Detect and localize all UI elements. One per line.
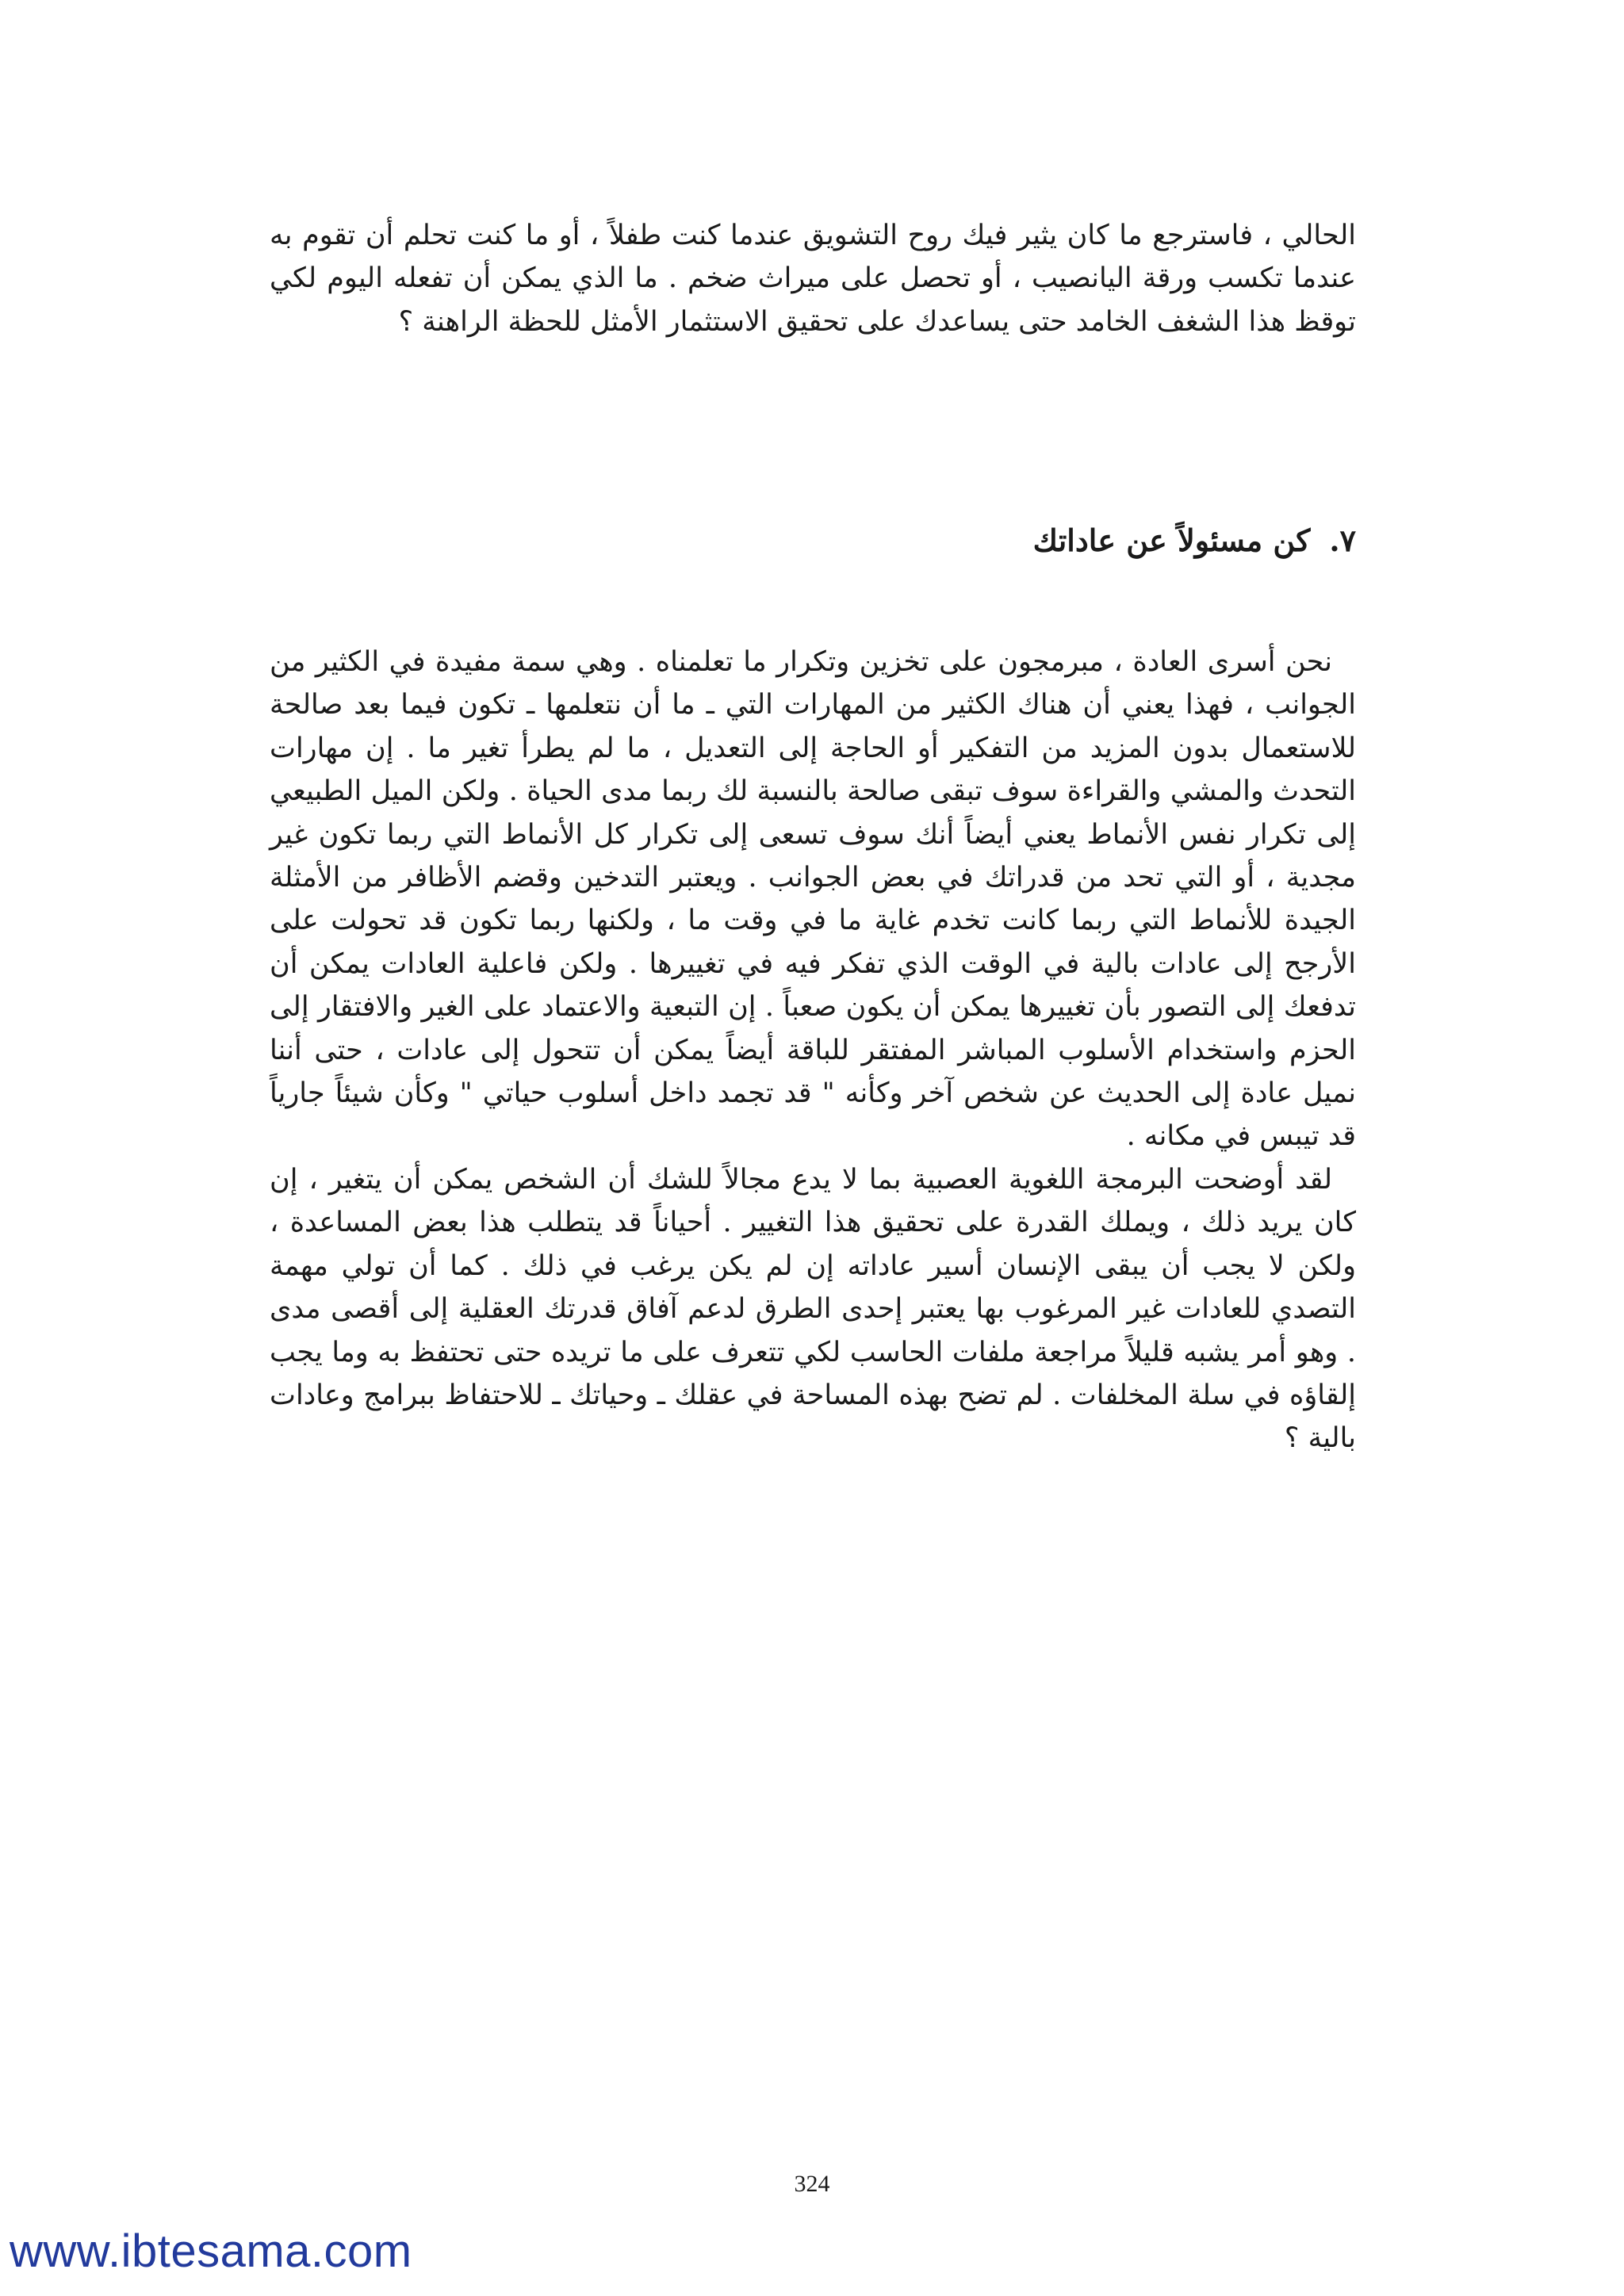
section-heading bbox=[270, 517, 1356, 564]
section-number: ٧. bbox=[1329, 522, 1356, 558]
intro-paragraph-text: الحالي ، فاسترجع ما كان يثير فيك روح التشويق عندما كنت طفلاً ، أو ما كنت تحلم أن تقوم به عندما تكسب ورقة اليانصيب ، أو تحصل على ميراث ضخم . ما الذي يمكن أن تفعله اليوم لكي توقظ هذا الشغف الخامد حتى يساعدك على تحقيق الاستثمار الأمثل للحظة الراهنة ؟ bbox=[270, 220, 1356, 338]
watermark-link[interactable]: www.ibtesama.com bbox=[10, 2225, 412, 2277]
page-number: 324 bbox=[794, 2171, 830, 2197]
body-paragraph-1: نحن أسرى العادة ، مبرمجون على تخزين وتكرار ما تعلمناه . وهي سمة مفيدة في الكثير من الجوانب ، فهذا يعني أن هناك الكثير من المهارات التي ـ ما أن نتعلمها ـ تكون فيما بعد صالحة للاستعمال بدون المزيد من التفكير أو الحاجة إلى التعديل ، ما لم يطرأ تغير ما . إن مهارات التحدث والمشي والقراءة سوف تبقى صالحة بالنسبة لك ربما مدى الحياة . ولكن الميل الطبيعي إلى تكرار نفس الأنماط يعني أيضاً أنك سوف تسعى إلى تكرار كل الأنماط التي ربما تكون غير مجدية ، أو التي تحد من قدراتك في بعض الجوانب . ويعتبر التدخين وقضم الأظافر من الأمثلة الجيدة للأنماط التي ربما كانت تخدم غاية ما في وقت ما ، ولكنها ربما تكون قد تحولت على الأرجح إلى عادات بالية في الوقت الذي تفكر فيه في تغييرها . ولكن فاعلية العادات يمكن أن تدفعك إلى التصور بأن تغييرها يمكن أن يكون صعباً . إن التبعية والاعتماد على الغير والافتقار إلى الحزم واستخدام الأسلوب المباشر المفتقر للباقة أيضاً يمكن أن تتحول إلى عادات ، حتى أننا نميل عادة إلى الحديث عن شخص آخر وكأنه " قد تجمد داخل أسلوب حياتي " وكأن شيئاً جارياً قد تيبس في مكانه . bbox=[270, 646, 1356, 1153]
body-text bbox=[270, 641, 1356, 1460]
intro-paragraph bbox=[270, 214, 1356, 343]
section-title: كن مسئولاً عن عاداتك bbox=[1032, 522, 1311, 558]
body-paragraph-2: لقد أوضحت البرمجة اللغوية العصبية بما لا يدع مجالاً للشك أن الشخص يمكن أن يتغير ، إن كان يريد ذلك ، ويملك القدرة على تحقيق هذا التغيير . أحياناً قد يتطلب هذا بعض المساعدة ، ولكن لا يجب أن يبقى الإنسان أسير عاداته إن لم يكن يرغب في ذلك . كما أن تولي مهمة التصدي للعادات غير المرغوب بها يعتبر إحدى الطرق لدعم آفاق قدرتك العقلية إلى أقصى مدى . وهو أمر يشبه قليلاً مراجعة ملفات الحاسب لكي تتعرف على ما تريده حتى تحتفظ به وما يجب إلقاؤه في سلة المخلفات . لم تضح بهذه المساحة في عقلك ـ وحياتك ـ للاحتفاظ ببرامج وعادات بالية ؟ bbox=[270, 1163, 1356, 1455]
